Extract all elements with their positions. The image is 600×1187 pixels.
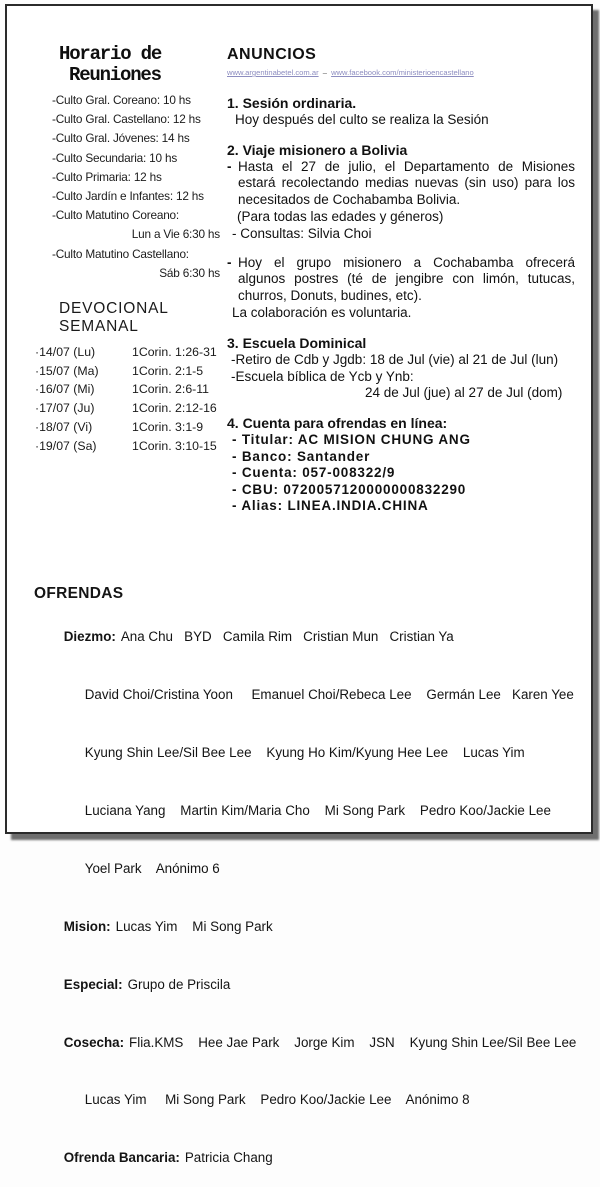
announcement-2-bullet-1 [227,159,575,209]
account-holder: - Titular: AC MISION CHUNG ANG [232,432,471,448]
announcements-section [227,46,575,515]
offering-names: Patricia Chang [184,1150,273,1166]
offerings-section [34,585,582,1187]
devotional-row [35,380,235,399]
schedule-item-time: Sáb 6:30 hs [159,265,220,280]
offerings-title: OFRENDAS [34,585,124,602]
link-separator: – [322,68,327,77]
offering-label: Mision: [63,918,111,934]
account-alias: - Alias: LINEA.INDIA.CHINA [232,498,429,514]
announcement-2 [227,142,575,322]
schedule-list [52,91,220,283]
meeting-schedule-title-line1: Horario de [59,43,162,65]
announcement-2-bullet-1-text: Hasta el 27 de julio, el Departamento de Misiones estará recolectando medias nuevas (sin uso) para los necesitados de Cochabamba Bolivia. [238,158,575,208]
offering-names: David Choi/Cristina Yoon Emanuel Choi/Rebeca Lee Germán Lee Karen Yee [84,687,574,703]
offering-names: Lucas Yim Mi Song Park [115,918,273,934]
announcement-1 [227,95,575,129]
devotional-row [35,437,235,456]
offering-label: Cosecha: [63,1034,125,1050]
offering-names: Lucas Yim Mi Song Park Pedro Koo/Jackie Lee Anónimo 8 [84,1092,470,1108]
dash-bullet: - [227,254,232,270]
devotional-date: ·17/07 (Ju) [35,401,95,416]
betel-website-link[interactable]: www.argentinabetel.com.ar [227,68,319,77]
devotional-row [35,343,235,362]
offering-line-mision [34,897,582,955]
schedule-item-time: Lun a Vie 6:30 hs [131,227,220,242]
devotional-reading: 1Corin. 2:6-11 [132,382,210,397]
website-links [227,65,575,82]
offering-line [34,666,582,724]
offering-line-diezmo [34,608,582,666]
offering-names: Kyung Shin Lee/Sil Bee Lee Kyung Ho Kim/Kyung Hee Lee Lucas Yim [84,745,525,761]
account-cbu: - CBU: 0720057120000000832290 [232,481,467,497]
offering-names: Flia.KMS Hee Jae Park Jorge Kim JSN Kyung Shin Lee/Sil Bee Lee [129,1034,577,1050]
offering-line-cosecha [34,1013,582,1071]
offering-line-bancaria [34,1129,582,1187]
meeting-schedule-title-line2: Reuniones [69,64,161,86]
announcement-2-bullet-2 [227,255,575,305]
announcement-3-dates: 24 de Jul (jue) al 27 de Jul (dom) [365,385,563,401]
announcements-title: ANUNCIOS [227,46,317,63]
offering-line-especial [34,955,582,1013]
offering-line [34,724,582,782]
meeting-schedule-title [59,44,161,86]
devotional-date: ·14/07 (Lu) [35,345,96,359]
schedule-item: -Culto Jardín e Infantes: 12 hs [52,189,204,204]
offering-names: Luciana Yang Martin Kim/Maria Cho Mi Song Park Pedro Koo/Jackie Lee [84,802,551,818]
devotional-reading: 1Corin. 3:10-15 [132,438,217,453]
devotional-reading: 1Corin. 2:12-16 [132,401,217,416]
devotional-row [35,362,235,381]
schedule-item: -Culto Primaria: 12 hs [52,169,162,184]
devotional-section [35,300,235,455]
dash-bullet: - [227,158,232,174]
facebook-link[interactable]: www.facebook.com/ministerioencastellano [331,68,474,77]
account-number: - Cuenta: 057-008322/9 [232,465,396,481]
announcement-2-note-voluntary: La colaboración es voluntaria. [232,304,412,320]
devotional-row [35,399,235,418]
devotional-reading: 1Corin. 2:1-5 [132,363,204,378]
offering-names: Ana Chu BYD Camila Rim Cristian Mun Cristian Ya [120,629,454,645]
account-bank: - Banco: Santander [232,448,371,464]
devotional-title: DEVOCIONAL SEMANAL [59,300,169,335]
announcement-2-note-contact: - Consultas: Silvia Choi [232,225,372,241]
schedule-item: -Culto Secundaria: 10 hs [52,150,178,165]
announcement-3-retreat: -Retiro de Cdb y Jgdb: 18 de Jul (vie) al 21 de Jul (lun) [231,351,559,367]
devotional-date: ·19/07 (Sa) [35,438,97,453]
announcement-3-heading: 3. Escuela Dominical [227,334,367,351]
announcement-2-note-ages: (Para todas las edades y géneros) [237,208,444,224]
devotional-reading: 1Corin. 3:1-9 [132,419,204,434]
schedule-item: -Culto Gral. Jóvenes: 14 hs [52,131,190,146]
offering-names: Grupo de Priscila [127,976,231,992]
devotional-row [35,418,235,437]
offering-names: Yoel Park Anónimo 6 [84,860,220,876]
offering-line [34,840,582,898]
schedule-item: -Culto Gral. Castellano: 12 hs [52,112,201,127]
devotional-table [35,343,235,455]
announcement-2-bullet-2-text: Hoy el grupo misionero a Cochabamba ofrecerá algunos postres (té de jengibre con limón, tutucas, churros, Donuts, budines, etc). [238,254,575,304]
offering-label: Especial: [63,976,123,992]
schedule-item: -Culto Matutino Castellano: [52,246,189,261]
offering-line [34,782,582,840]
offering-line [34,1071,582,1129]
devotional-date: ·16/07 (Mi) [35,382,95,397]
announcement-4-heading: 4. Cuenta para ofrendas en línea: [227,415,448,432]
announcement-1-heading: 1. Sesión ordinaria. [227,94,357,111]
offerings-list [34,608,582,1187]
devotional-date: ·15/07 (Ma) [35,363,99,378]
announcement-4 [227,415,575,515]
devotional-reading: 1Corin. 1:26-31 [132,345,217,359]
announcement-1-body: Hoy después del culto se realiza la Sesión [235,111,489,127]
announcement-3 [227,335,575,402]
bulletin-page [5,4,593,1166]
offering-label: Diezmo: [63,629,116,645]
schedule-item: -Culto Gral. Coreano: 10 hs [52,93,191,107]
spacer [227,243,575,255]
announcement-3-bible-school: -Escuela bíblica de Ycb y Ynb: [231,368,414,384]
devotional-date: ·18/07 (Vi) [35,419,93,434]
schedule-item: -Culto Matutino Coreano: [52,208,179,223]
announcement-2-heading: 2. Viaje misionero a Bolivia [227,141,408,158]
offering-label: Ofrenda Bancaria: [63,1150,180,1166]
